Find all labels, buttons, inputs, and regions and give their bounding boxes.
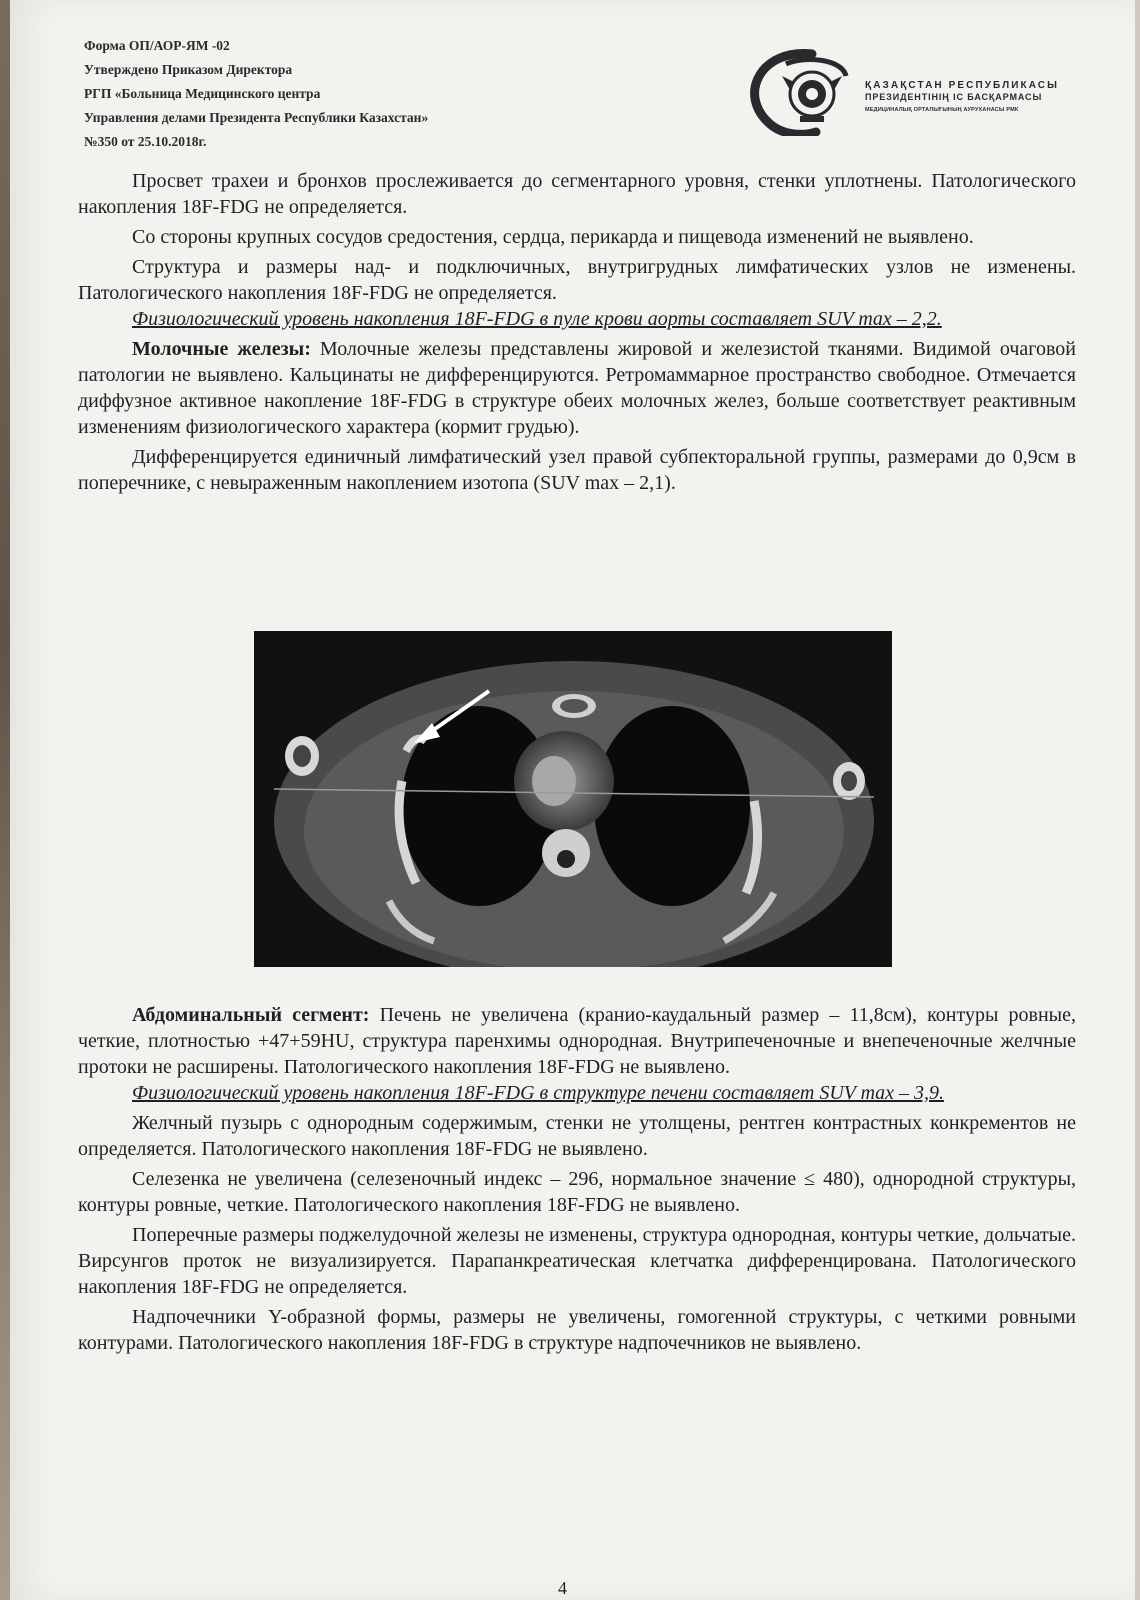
thorax-findings <box>78 168 1076 496</box>
mammary-heading: Молочные железы: <box>132 338 311 360</box>
paragraph-adrenals: Надпочечники Y-образной формы, размеры не увеличены, гомогенной структуры, с четкими ровными контурами. Патологического накопления 18F-FDG в структуре надпочечников не выявлено. <box>78 1306 1076 1354</box>
paragraph-vessels: Со стороны крупных сосудов средостения, сердца, перикарда и пищевода изменений не выявлено. <box>132 226 974 248</box>
abdominal-heading: Абдоминальный сегмент: <box>132 1004 370 1026</box>
page-number: 4 <box>558 1578 567 1598</box>
ct-scan-drawing <box>254 631 892 967</box>
logo-line-3: МЕДИЦИНАЛЫҚ ОРТАЛЫҒЫНЫҢ АУРУХАНАСЫ РМК <box>865 107 1019 113</box>
paragraph-subpectoral-node: Дифференцируется единичный лимфатический узел правой субпекторальной группы, размерами до 0,9см в поперечнике, с невыраженным накоплением изотопа (SUV max – 2,1). <box>78 446 1076 494</box>
logo-line-1: ҚАЗАҚСТАН РЕСПУБЛИКАСЫ <box>865 80 1059 91</box>
suv-aorta-note: Физиологический уровень накопления 18F-FDG в пуле крови аорты составляет SUV max – 2,2. <box>132 308 942 330</box>
abdominal-findings <box>78 1002 1076 1356</box>
suv-liver-note: Физиологический уровень накопления 18F-FDG в структуре печени составляет SUV max – 3,9. <box>132 1082 944 1104</box>
paragraph-liver <box>78 1002 1076 1080</box>
header-line: Утверждено Приказом Директора <box>84 62 293 77</box>
paragraph-gallbladder: Желчный пузырь с однородным содержимым, стенки не утолщены, рентген контрастных конкрементов не определяется. Патологического накопления 18F-FDG не выявлено. <box>78 1112 1076 1160</box>
ct-scan-image <box>254 631 892 967</box>
logo-line-2: ПРЕЗИДЕНТІНІҢ ІС БАСҚАРМАСЫ <box>865 92 1043 102</box>
liver-text: Печень не увеличена (кранио-каудальный размер – 11,8см), контуры ровные, четкие, плотностью +47+59HU, структура паренхимы однородная. Внутрипеченочные и внепеченочные желчные протоки не расширены. Патологического накопления 18F-FDG не выявлено. <box>78 1004 1076 1078</box>
paragraph-trachea: Просвет трахеи и бронхов прослеживается до сегментарного уровня, стенки уплотнены. Патологического накопления 18F-FDG не определяется. <box>78 170 1076 218</box>
header-line: Управления делами Президента Республики Казахстан» <box>84 110 429 125</box>
mammary-text: Молочные железы представлены жировой и железистой тканями. Видимой очаговой патологии не выявлено. Кальцинаты не дифференцируются. Ретромаммарное пространство свободное. Отмечается диффузное активное накопление 18F-FDG в структуре обеих молочных желез, больше соответствует реактивным изменениям физиологического характера (кормит грудью). <box>78 338 1076 438</box>
paragraph-lymph-nodes: Структура и размеры над- и подключичных, внутригрудных лимфатических узлов не изменены. Патологического накопления 18F-FDG не определяется. <box>78 256 1076 304</box>
form-header <box>84 34 584 154</box>
header-line: РГП «Больница Медицинского центра <box>84 86 321 101</box>
paragraph-spleen: Селезенка не увеличена (селезеночный индекс – 296, нормальное значение ≤ 480), однородной структуры, контуры ровные, четкие. Патологического накопления 18F-FDG не выявлено. <box>78 1168 1076 1216</box>
header-line: №350 от 25.10.2018г. <box>84 134 207 149</box>
header-line: Форма ОП/АОР-ЯМ -02 <box>84 38 230 53</box>
paragraph-mammary <box>78 336 1076 440</box>
background-edge <box>0 0 10 1600</box>
logo-caption <box>865 80 1065 115</box>
paragraph-pancreas: Поперечные размеры поджелудочной железы не изменены, структура однородная, контуры четкие, дольчатые. Вирсунгов проток не визуализируется. Парапанкреатическая клетчатка дифференцирована. Патологического накопления 18F-FDG не определяется. <box>78 1224 1076 1298</box>
